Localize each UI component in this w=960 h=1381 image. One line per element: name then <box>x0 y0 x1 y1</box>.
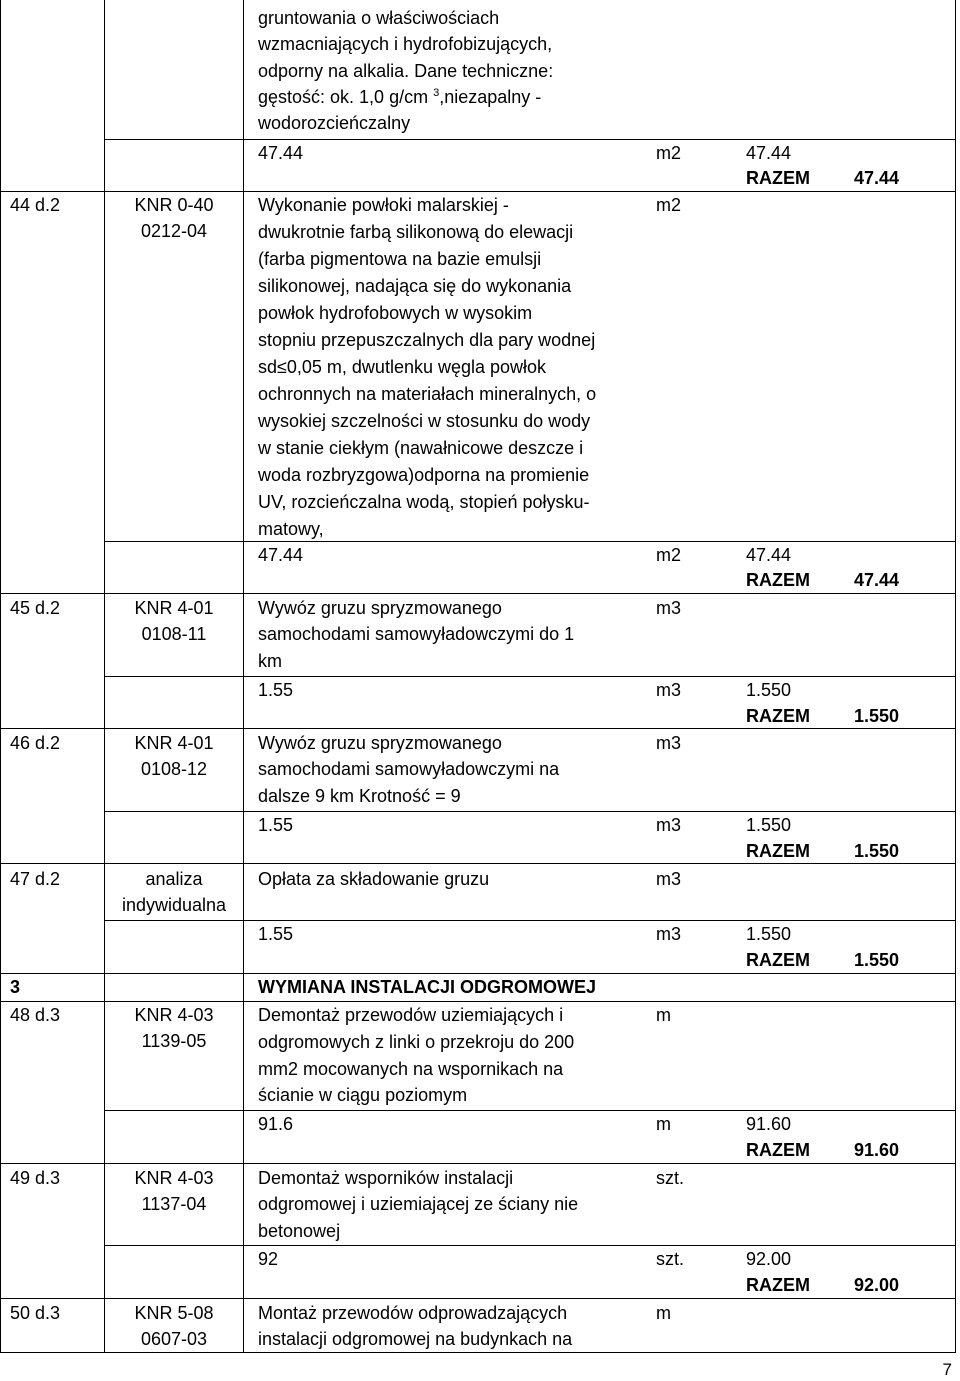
razem-label: RAZEM <box>746 950 810 970</box>
item-lp: 47 d.2 <box>10 869 61 889</box>
row-divider <box>0 1163 956 1164</box>
description-line: Demontaż wsporników instalacji <box>258 1168 514 1188</box>
item-basis: KNR 4-03 <box>134 1168 214 1188</box>
item-lp: 44 d.2 <box>10 195 61 215</box>
item-unit: m3 <box>656 869 682 889</box>
calc-unit: m <box>656 1114 671 1134</box>
description-line: odgromowych z linki o przekroju do 200 <box>258 1032 575 1052</box>
description-line: km <box>258 651 282 671</box>
description-line: betonowej <box>258 1221 341 1241</box>
calc-unit: m3 <box>656 924 682 944</box>
section-number: 3 <box>10 977 21 997</box>
row-divider <box>0 863 956 864</box>
page-number: 7 <box>942 1360 952 1379</box>
item-unit: m3 <box>656 733 682 753</box>
razem-value: 47.44 <box>854 168 900 188</box>
calc-expression: 91.6 <box>258 1114 294 1134</box>
description-line: odporny na alkalia. Dane techniczne: <box>258 61 554 81</box>
item-unit: m2 <box>656 195 682 215</box>
description-line: instalacji odgromowej na budynkach na <box>258 1329 573 1349</box>
item-unit: szt. <box>656 1168 685 1188</box>
calc-unit: m2 <box>656 545 682 565</box>
razem-label: RAZEM <box>746 1275 810 1295</box>
table-border-bottom <box>0 1352 956 1353</box>
description-text: gęstość: ok. 1,0 g/cm <box>258 87 429 107</box>
razem-label: RAZEM <box>746 841 810 861</box>
row-divider <box>104 811 956 812</box>
item-basis: analiza <box>145 869 203 889</box>
row-divider <box>104 139 956 140</box>
razem-value: 1.550 <box>854 841 900 861</box>
item-basis: 0212-04 <box>140 221 208 241</box>
razem-value: 1.550 <box>854 950 900 970</box>
item-unit: m3 <box>656 598 682 618</box>
description-line: UV, rozcieńczalna wodą, stopień połysku- <box>258 492 590 512</box>
item-basis: KNR 4-01 <box>134 733 214 753</box>
calc-unit: szt. <box>656 1249 685 1269</box>
calc-result: 1.550 <box>746 680 792 700</box>
row-divider <box>104 1245 956 1246</box>
description-line: stopniu przepuszczalnych dla pary wodnej <box>258 330 596 350</box>
description-line: (farba pigmentowa na bazie emulsji <box>258 249 542 269</box>
description-line: Opłata za składowanie gruzu <box>258 869 490 889</box>
description-line: wysokiej szczelności w stosunku do wody <box>258 411 591 431</box>
calc-expression: 92 <box>258 1249 279 1269</box>
item-lp: 45 d.2 <box>10 598 61 618</box>
item-basis: KNR 5-08 <box>134 1303 214 1323</box>
description-line: ochronnych na materiałach mineralnych, o <box>258 384 597 404</box>
item-basis: KNR 4-03 <box>134 1005 214 1025</box>
item-unit: m <box>656 1005 671 1025</box>
calc-expression: 47.44 <box>258 143 304 163</box>
calc-expression: 1.55 <box>258 815 294 835</box>
item-basis: 0108-11 <box>141 624 207 644</box>
description-line <box>258 84 541 110</box>
item-basis: KNR 0-40 <box>134 195 214 215</box>
description-line: dwukrotnie farbą silikonową do elewacji <box>258 222 574 242</box>
description-line: dalsze 9 km Krotność = 9 <box>258 786 461 806</box>
razem-label: RAZEM <box>746 706 810 726</box>
razem-label: RAZEM <box>746 168 810 188</box>
row-divider <box>0 593 956 594</box>
description-line: wodorozcieńczalny <box>258 113 411 133</box>
description-line: woda rozbryzgowa)odporna na promienie <box>258 465 590 485</box>
item-unit: m <box>656 1303 671 1323</box>
description-line: matowy, <box>258 519 324 539</box>
description-line: Wykonanie powłoki malarskiej - <box>258 195 509 215</box>
row-divider <box>104 541 956 542</box>
description-line: Wywóz gruzu spryzmowanego <box>258 598 502 618</box>
calc-result: 47.44 <box>746 545 792 565</box>
calc-unit: m3 <box>656 815 682 835</box>
item-basis: 0607-03 <box>140 1329 208 1349</box>
description-line: odgromowej i uziemiającej ze ściany nie <box>258 1194 579 1214</box>
calc-result: 47.44 <box>746 143 792 163</box>
item-basis: indywidualna <box>121 895 227 915</box>
row-divider <box>104 676 956 677</box>
item-basis: 0108-12 <box>140 759 208 779</box>
item-lp: 50 d.3 <box>10 1303 61 1323</box>
calc-result: 92.00 <box>746 1249 792 1269</box>
description-line: Wywóz gruzu spryzmowanego <box>258 733 502 753</box>
description-text: ,niezapalny - <box>439 87 542 107</box>
row-divider <box>0 728 956 729</box>
description-line: w stanie ciekłym (nawałnicowe deszcze i <box>258 438 584 458</box>
description-line: mm2 mocowanych na wspornikach na <box>258 1059 564 1079</box>
description-line: samochodami samowyładowczymi do 1 <box>258 624 575 644</box>
calc-expression: 1.55 <box>258 924 294 944</box>
calc-result: 91.60 <box>746 1114 792 1134</box>
item-basis: 1137-04 <box>141 1194 207 1214</box>
razem-value: 91.60 <box>854 1140 900 1160</box>
description-line: Montaż przewodów odprowadzających <box>258 1303 568 1323</box>
calc-result: 1.550 <box>746 815 792 835</box>
razem-label: RAZEM <box>746 570 810 590</box>
table-border-left <box>0 0 1 1352</box>
section-title: WYMIANA INSTALACJI ODGROMOWEJ <box>258 977 596 997</box>
description-line: samochodami samowyładowczymi na <box>258 759 560 779</box>
description-line: silikonowej, nadająca się do wykonania <box>258 276 572 296</box>
description-line: gruntowania o właściwościach <box>258 8 500 28</box>
razem-value: 92.00 <box>854 1275 900 1295</box>
item-lp: 48 d.3 <box>10 1005 61 1025</box>
calc-expression: 1.55 <box>258 680 294 700</box>
calc-unit: m3 <box>656 680 682 700</box>
description-line: sd≤0,05 m, dwutlenku węgla powłok <box>258 357 547 377</box>
row-divider <box>104 920 956 921</box>
razem-label: RAZEM <box>746 1140 810 1160</box>
razem-value: 1.550 <box>854 706 900 726</box>
razem-value: 47.44 <box>854 570 900 590</box>
description-line: ścianie w ciągu poziomym <box>258 1085 468 1105</box>
superscript: 3 <box>433 87 440 99</box>
description-line: wzmacniających i hydrofobizujących, <box>258 34 553 54</box>
calc-unit: m2 <box>656 143 682 163</box>
calc-expression: 47.44 <box>258 545 304 565</box>
item-basis: 1139-05 <box>141 1031 207 1051</box>
calc-result: 1.550 <box>746 924 792 944</box>
item-lp: 49 d.3 <box>10 1168 61 1188</box>
description-line: Demontaż przewodów uziemiających i <box>258 1005 564 1025</box>
item-lp: 46 d.2 <box>10 733 61 753</box>
item-basis: KNR 4-01 <box>134 598 214 618</box>
description-line: powłok hydrofobowych w wysokim <box>258 303 533 323</box>
row-divider <box>104 1110 956 1111</box>
row-divider <box>0 1298 956 1299</box>
